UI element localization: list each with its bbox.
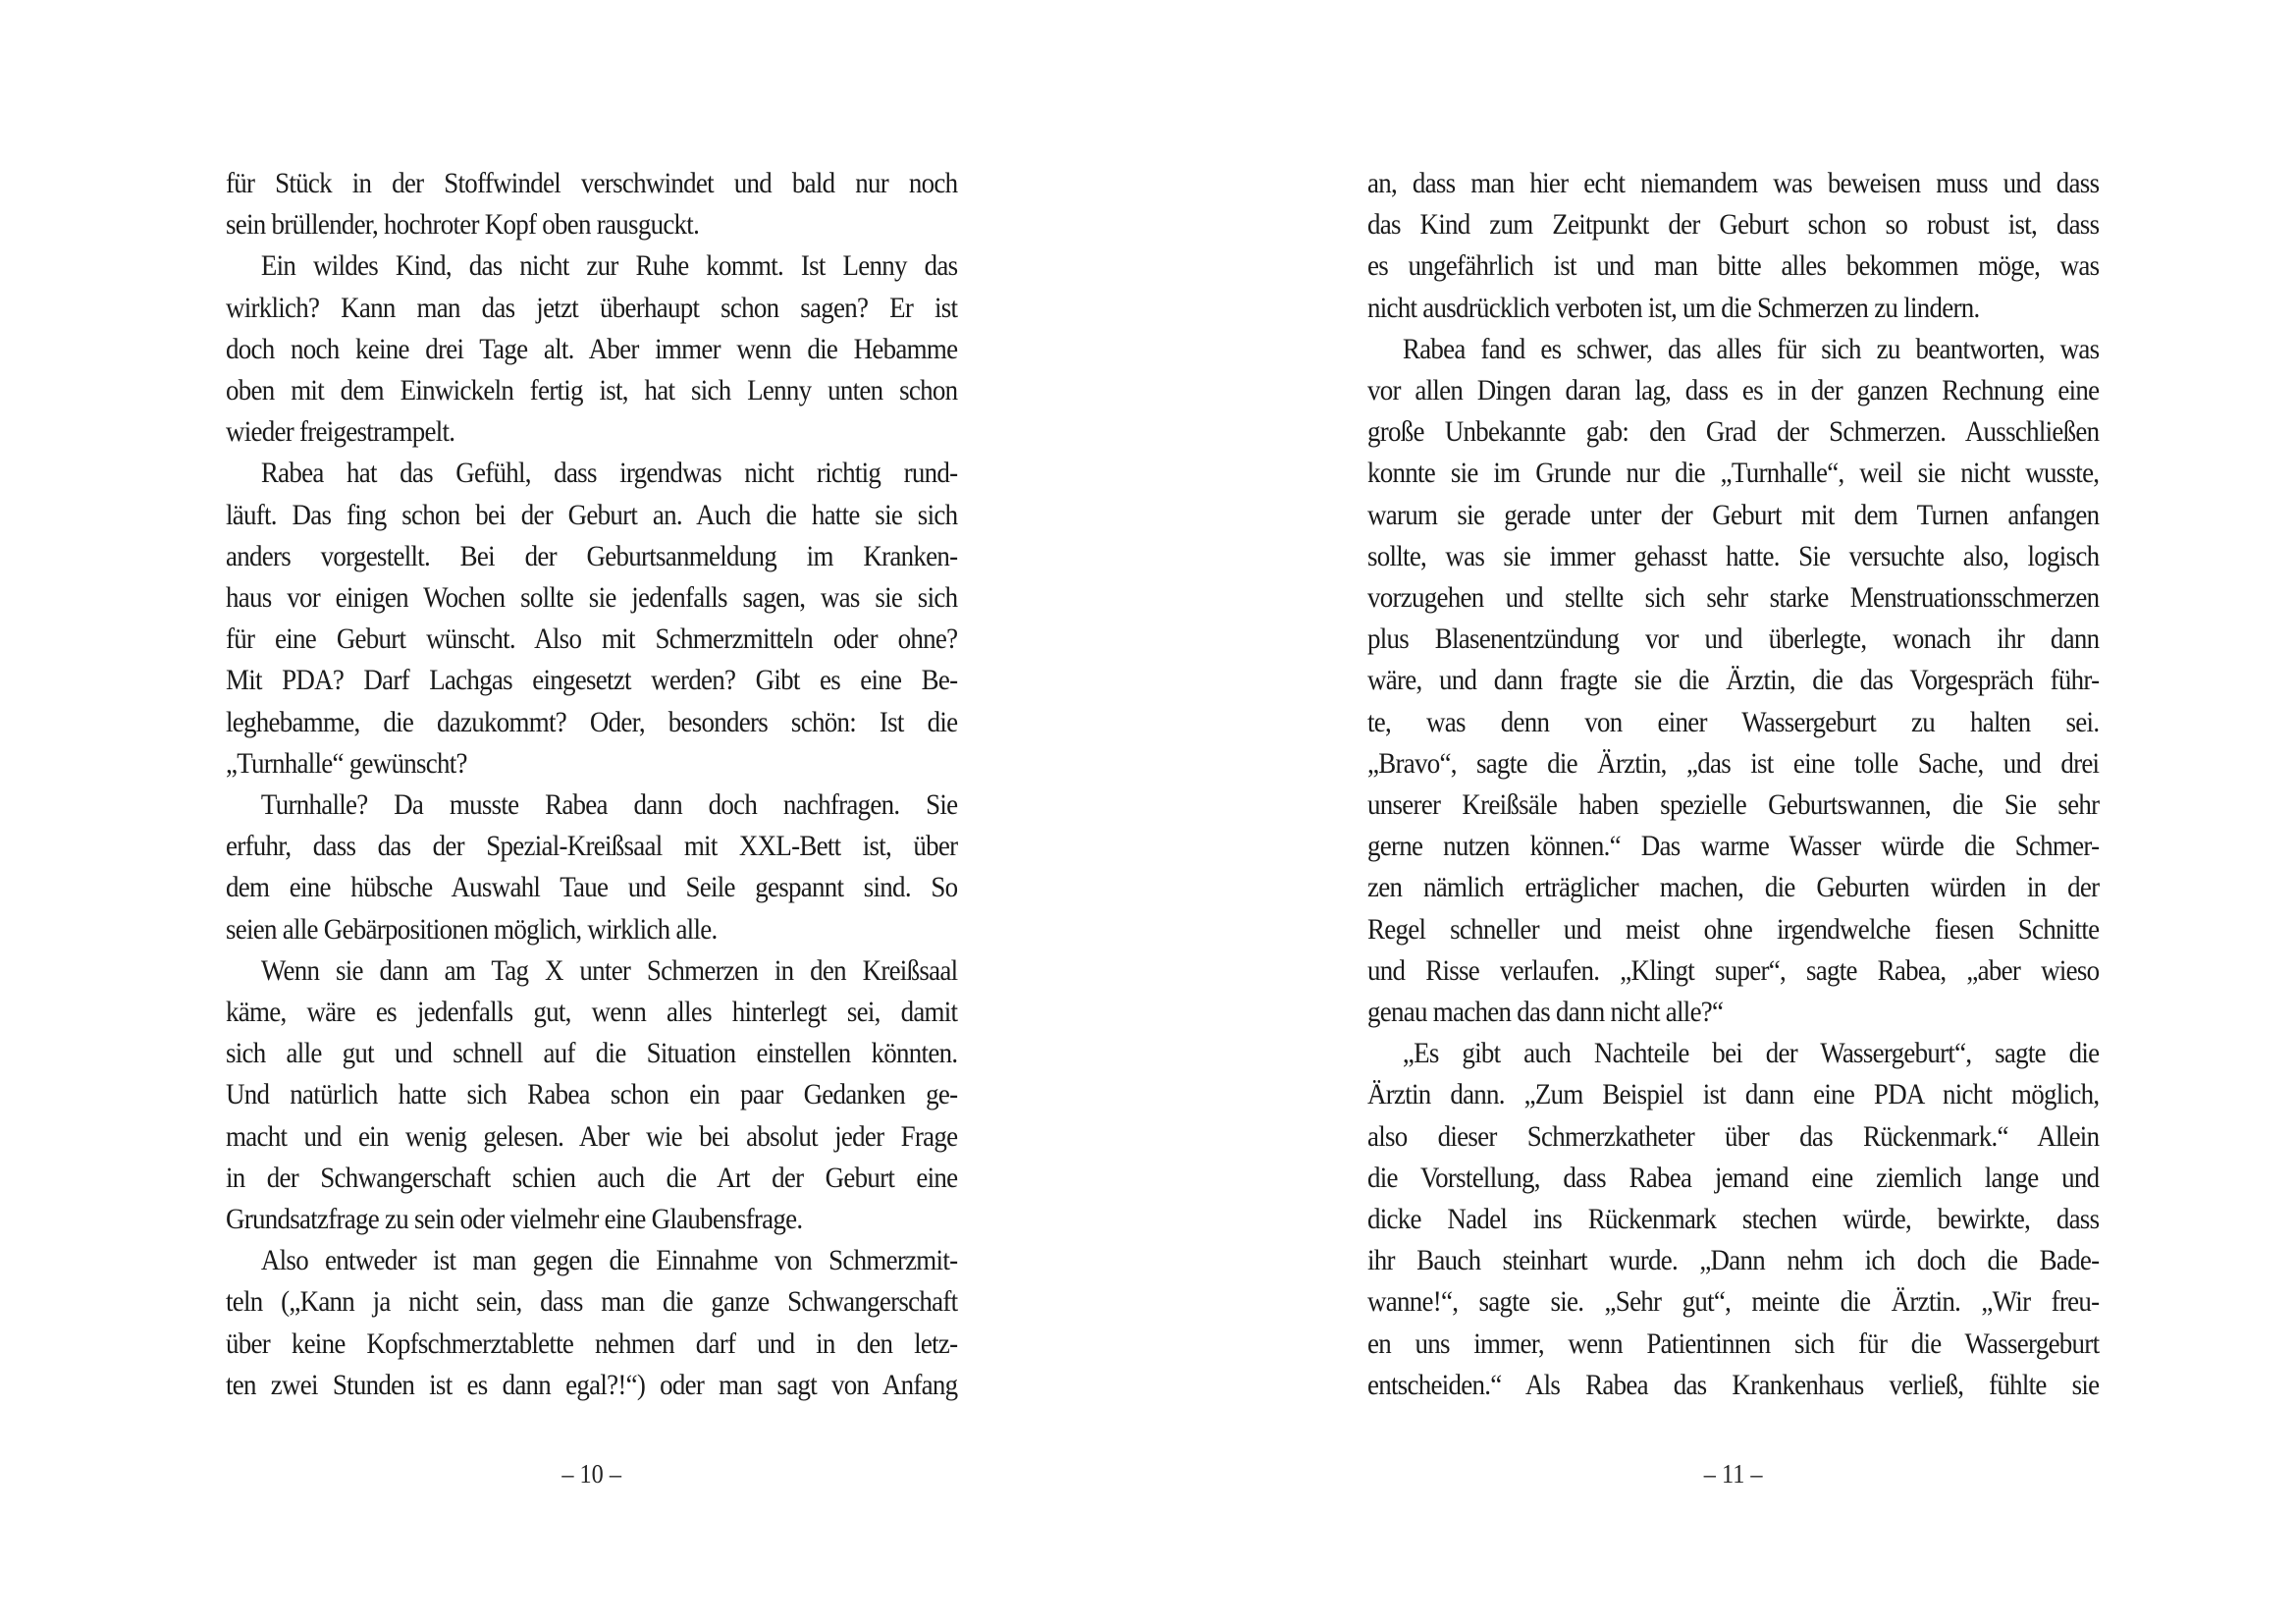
text-line: Ärztin dann. „Zum Beispiel ist dann eine PDA nicht möglich, — [1367, 1078, 2100, 1111]
text-line: „Bravo“, sagte die Ärztin, „das ist eine tolle Sache, und drei — [1367, 746, 2100, 780]
text-line: also dieser Schmerzkatheter über das Rückenmark.“ Allein — [1367, 1119, 2100, 1153]
text-line: Regel schneller und meist ohne irgendwelche fiesen Schnitte — [1367, 912, 2100, 946]
text-line: wanne!“, sagte sie. „Sehr gut“, meinte die Ärztin. „Wir freu- — [1367, 1285, 2100, 1319]
text-line: sein brüllender, hochroter Kopf oben rausguckt. — [226, 208, 700, 242]
text-line: gerne nutzen können.“ Das warme Wasser würde die Schmer- — [1367, 830, 2100, 863]
page-right — [1367, 163, 2099, 1489]
text-line: Wenn sie dann am Tag X unter Schmerzen in den Kreißsaal — [260, 953, 958, 987]
text-line: für Stück in der Stoffwindel verschwindet und bald nur noch — [226, 167, 958, 199]
text-line: läuft. Das fing schon bei der Geburt an. Auch die hatte sie sich — [226, 498, 958, 531]
text-line: in der Schwangerschaft schien auch die Art der Geburt eine — [226, 1161, 958, 1194]
text-line: „Es gibt auch Nachteile bei der Wassergeburt“, sagte die — [1402, 1037, 2100, 1070]
text-line: sollte, was sie immer gehasst hatte. Sie versuchte also, logisch — [1367, 539, 2100, 572]
text-line: Rabea hat das Gefühl, dass irgendwas nicht richtig rund- — [260, 457, 958, 490]
page-left — [226, 163, 957, 1489]
text-line: zen nämlich erträglicher machen, die Geburten würden in der — [1367, 871, 2100, 904]
text-line: wieder freigestrampelt. — [226, 415, 455, 449]
text-line: Also entweder ist man gegen die Einnahme von Schmerzmit- — [260, 1244, 958, 1277]
text-line: seien alle Gebärpositionen möglich, wirklich alle. — [226, 912, 718, 946]
text-line: vorzugehen und stellte sich sehr starke Menstruationsschmerzen — [1367, 581, 2100, 615]
text-line: sich alle gut und schnell auf die Situation einstellen könnten. — [226, 1037, 958, 1070]
text-line: „Turnhalle“ gewünscht? — [226, 746, 467, 780]
text-line: anders vorgestellt. Bei der Geburtsanmeldung im Kranken- — [226, 539, 958, 572]
text-line: für eine Geburt wünscht. Also mit Schmerzmitteln oder ohne? — [226, 623, 958, 656]
text-line: doch noch keine drei Tage alt. Aber immer wenn die Hebamme — [226, 332, 958, 365]
page-right-text — [1367, 163, 2099, 1406]
text-line: teln („Kann ja nicht sein, dass man die ganze Schwangerschaft — [226, 1285, 958, 1319]
text-line: unserer Kreißsäle haben spezielle Geburtswannen, die Sie sehr — [1367, 788, 2100, 822]
text-line: Rabea fand es schwer, das alles für sich zu beantworten, was — [1402, 332, 2100, 365]
text-line: Ein wildes Kind, das nicht zur Ruhe kommt. Ist Lenny das — [260, 249, 958, 283]
text-line: Turnhalle? Da musste Rabea dann doch nachfragen. Sie — [260, 788, 958, 822]
text-line: dicke Nadel ins Rückenmark stechen würde, bewirkte, dass — [1367, 1203, 2100, 1236]
text-line: über keine Kopfschmerztablette nehmen darf und in den letz- — [226, 1326, 958, 1360]
text-line: nicht ausdrücklich verboten ist, um die Schmerzen zu lindern. — [1367, 291, 1980, 324]
page-number-right: – 11 – — [1703, 1459, 1763, 1489]
text-line: entscheiden.“ Als Rabea das Krankenhaus verließ, fühlte sie — [1367, 1368, 2100, 1401]
text-line: ten zwei Stunden ist es dann egal?!“) oder man sagt von Anfang — [226, 1368, 958, 1401]
text-line: Und natürlich hatte sich Rabea schon ein paar Gedanken ge- — [226, 1078, 958, 1111]
text-line: macht und ein wenig gelesen. Aber wie bei absolut jeder Frage — [226, 1119, 958, 1153]
text-line: Grundsatzfrage zu sein oder vielmehr eine Glaubensfrage. — [226, 1203, 803, 1236]
text-line: oben mit dem Einwickeln fertig ist, hat sich Lenny unten schon — [226, 374, 958, 407]
text-line: Mit PDA? Darf Lachgas eingesetzt werden? Gibt es eine Be- — [226, 664, 958, 697]
text-line: und Risse verlaufen. „Klingt super“, sagte Rabea, „aber wieso — [1367, 953, 2100, 987]
text-line: an, dass man hier echt niemandem was beweisen muss und dass — [1367, 167, 2100, 199]
text-line: genau machen das dann nicht alle?“ — [1367, 996, 1724, 1029]
text-line: das Kind zum Zeitpunkt der Geburt schon so robust ist, dass — [1367, 208, 2100, 242]
page-left-text — [226, 163, 957, 1406]
text-line: erfuhr, dass das der Spezial-Kreißsaal mit XXL-Bett ist, über — [226, 830, 958, 863]
text-line: vor allen Dingen daran lag, dass es in der ganzen Rechnung eine — [1367, 374, 2100, 407]
text-line: wirklich? Kann man das jetzt überhaupt schon sagen? Er ist — [226, 291, 958, 324]
text-line: die Vorstellung, dass Rabea jemand eine ziemlich lange und — [1367, 1161, 2100, 1194]
text-line: käme, wäre es jedenfalls gut, wenn alles hinterlegt sei, damit — [226, 996, 958, 1029]
text-line: te, was denn von einer Wassergeburt zu halten sei. — [1367, 705, 2100, 738]
text-line: konnte sie im Grunde nur die „Turnhalle“, weil sie nicht wusste, — [1367, 457, 2100, 490]
page-number-left: – 10 – — [561, 1459, 621, 1489]
text-line: dem eine hübsche Auswahl Taue und Seile gespannt sind. So — [226, 871, 958, 904]
text-line: warum sie gerade unter der Geburt mit dem Turnen anfangen — [1367, 498, 2100, 531]
text-line: leghebamme, die dazukommt? Oder, besonders schön: Ist die — [226, 705, 958, 738]
text-line: haus vor einigen Wochen sollte sie jedenfalls sagen, was sie sich — [226, 581, 958, 615]
text-line: plus Blasenentzündung vor und überlegte, wonach ihr dann — [1367, 623, 2100, 656]
text-line: ihr Bauch steinhart wurde. „Dann nehm ich doch die Bade- — [1367, 1244, 2100, 1277]
text-line: wäre, und dann fragte sie die Ärztin, die das Vorgespräch führ- — [1367, 664, 2100, 697]
text-line: en uns immer, wenn Patientinnen sich für die Wassergeburt — [1367, 1326, 2100, 1360]
text-line: es ungefährlich ist und man bitte alles bekommen möge, was — [1367, 249, 2100, 283]
text-line: große Unbekannte gab: den Grad der Schmerzen. Ausschließen — [1367, 415, 2100, 449]
